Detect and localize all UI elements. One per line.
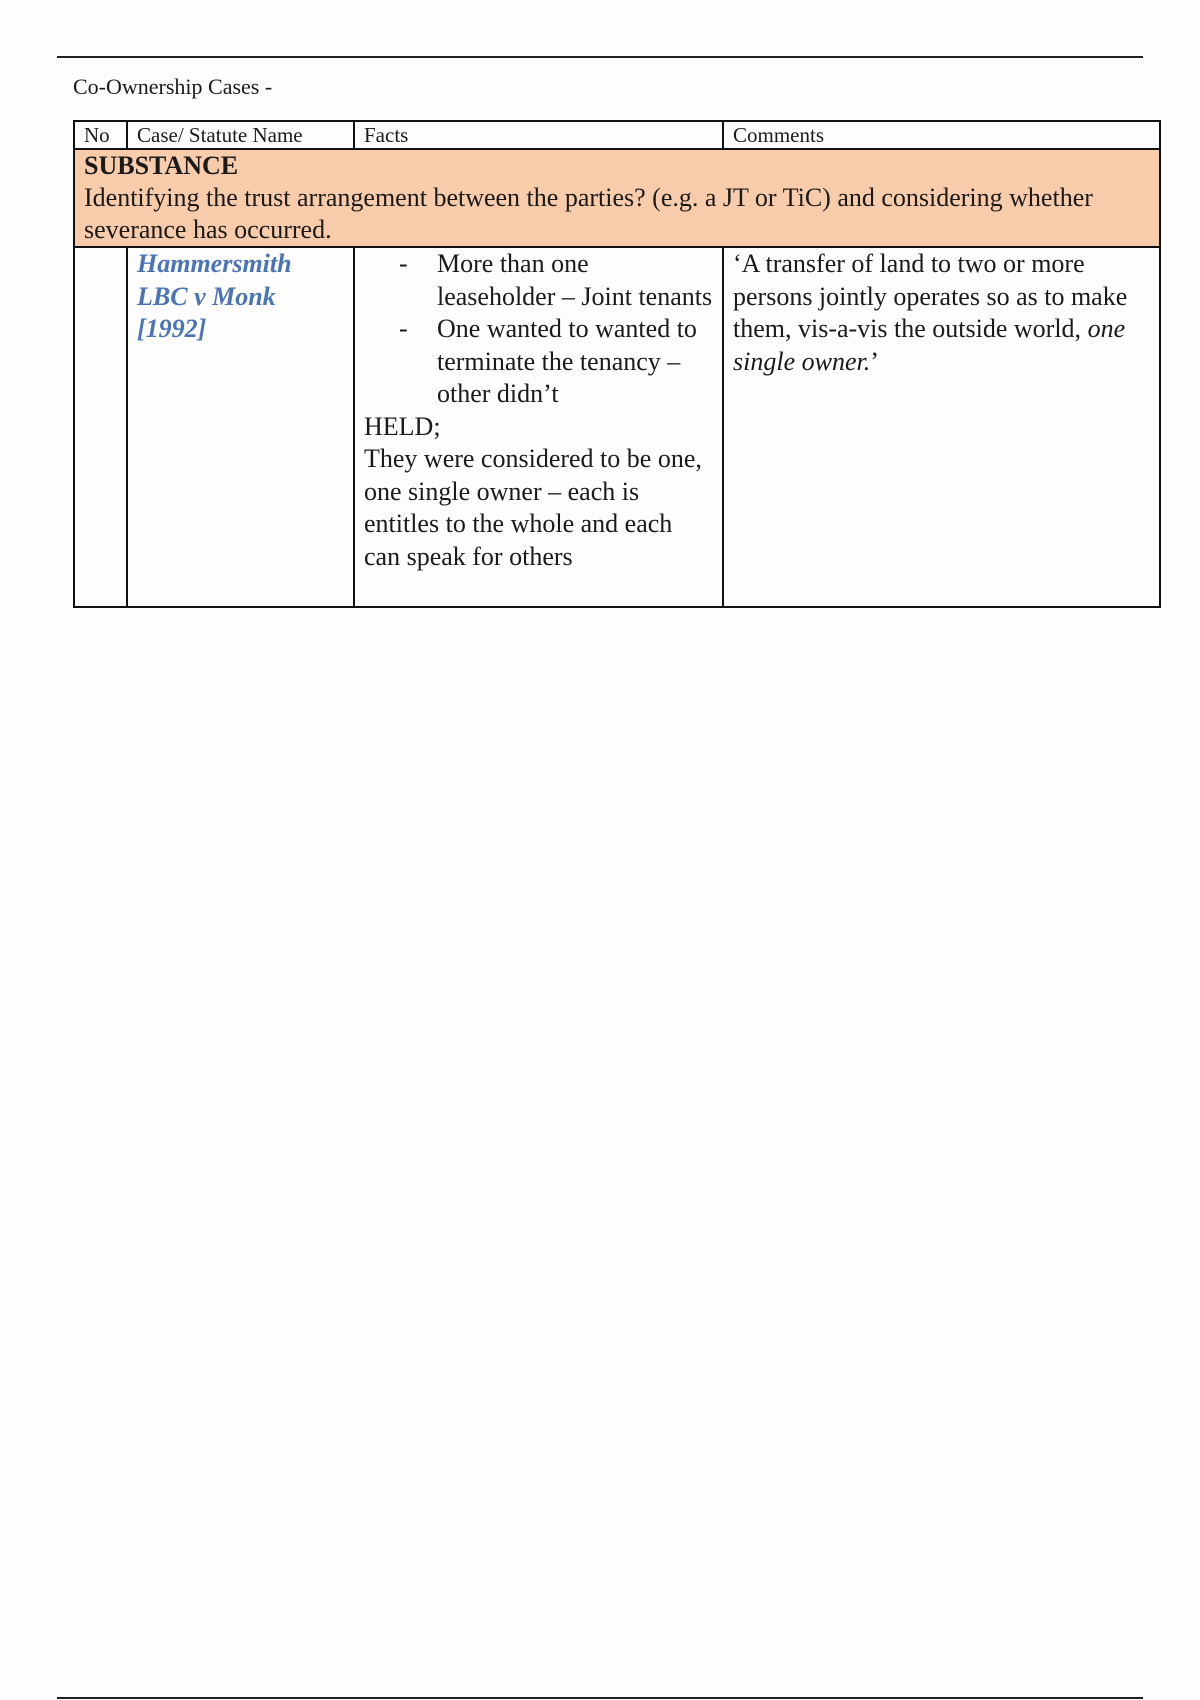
comments-cell: [723, 247, 1160, 607]
facts-bullet-text: More than one leaseholder – Joint tenants: [437, 249, 713, 311]
header-no: No: [74, 121, 127, 149]
held-text: They were considered to be one, one single owner – each is entitles to the whole and each can speak for others: [364, 444, 702, 571]
held-label: HELD;: [364, 411, 441, 441]
section-cell: [74, 149, 1160, 247]
table-header-row: [74, 121, 1160, 149]
header-comments: Comments: [723, 121, 1160, 149]
row-number: [74, 247, 127, 607]
case-name-cell: [127, 247, 354, 607]
co-ownership-cases-table: [73, 120, 1161, 608]
facts-bullet: [364, 248, 713, 313]
comment-text: ‘A transfer of land to two or more persons jointly operates so as to make them, vis-a-vis the outside world,: [733, 249, 1128, 343]
comment-emphasis: one single owner.: [733, 314, 1126, 376]
facts-bullet: [364, 313, 713, 411]
table-row: [74, 247, 1160, 607]
header-facts: Facts: [354, 121, 723, 149]
facts-list: [364, 248, 713, 411]
comment-closing: ’: [870, 346, 879, 376]
header-case-name: Case/ Statute Name: [127, 121, 354, 149]
footer-rule: [57, 1697, 1143, 1699]
bullet-dash: -: [399, 314, 408, 343]
section-title: SUBSTANCE: [84, 151, 239, 180]
facts-bullet-text: One wanted to wanted to terminate the tenancy – other didn’t: [437, 314, 697, 408]
bullet-dash: -: [399, 249, 408, 278]
section-row-substance: [74, 149, 1160, 247]
header-rule: [57, 56, 1143, 58]
section-description: Identifying the trust arrangement between the parties? (e.g. a JT or TiC) and considering whether severance has occurred.: [84, 183, 1093, 244]
document-title: Co-Ownership Cases -: [73, 74, 273, 99]
case-name-link[interactable]: Hammersmith LBC v Monk [1992]: [137, 249, 292, 343]
facts-cell: [354, 247, 723, 607]
